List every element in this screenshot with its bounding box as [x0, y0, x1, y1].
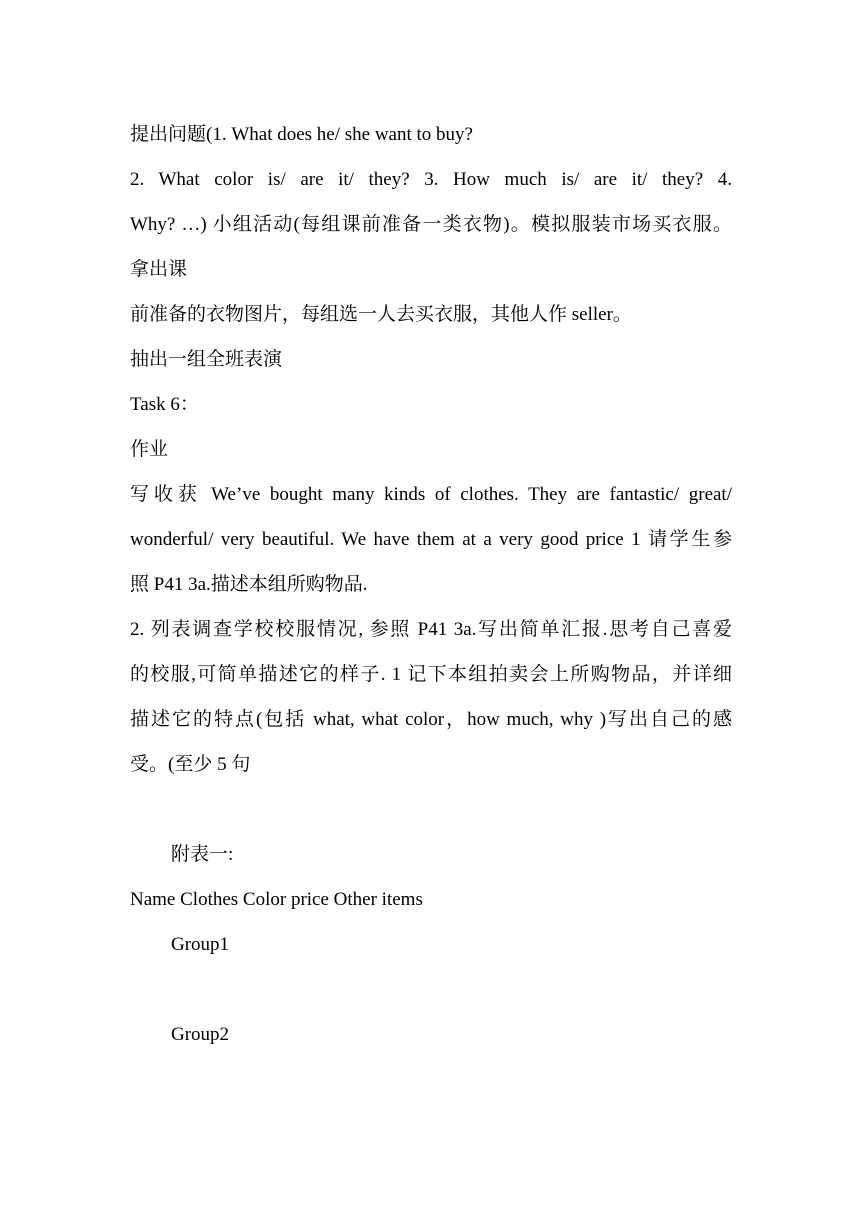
- line-take-out: 拿出课: [130, 259, 188, 280]
- line-at-least-5: 受。(至少 5 句: [130, 754, 251, 775]
- line-appendix-title: 附表一:: [171, 844, 234, 865]
- line-questions-intro: 提出问题(1. What does he/ she want to buy?: [130, 124, 473, 145]
- line-uniform-describe: 的校服,可简单描述它的样子. 1 记下本组拍卖会上所购物品，并详细: [130, 664, 732, 685]
- line-prepare-pictures: 前准备的衣物图片，每组选一人去买衣服，其他人作 seller。: [130, 304, 632, 325]
- line-write-harvest: 写收获 We’ve bought many kinds of clothes. They are fantastic/ great/: [130, 484, 732, 505]
- spacer: [130, 787, 732, 832]
- line-features: 描述它的特点(包括 what, what color，how much, why )写出自己的感: [130, 709, 732, 730]
- line-homework: 作业: [130, 439, 169, 460]
- line-task-6: Task 6：: [130, 394, 199, 415]
- line-group2: Group2: [171, 1024, 230, 1045]
- line-table-header: Name Clothes Color price Other items: [130, 889, 423, 910]
- line-wonderful: wonderful/ very beautiful. We have them at a very good price 1 请学生参: [130, 529, 732, 550]
- line-describe-items: 照 P41 3a.描述本组所购物品.: [130, 574, 368, 595]
- line-group-activity: Why? …) 小组活动(每组课前准备一类衣物)。模拟服装市场买衣服。: [130, 214, 732, 235]
- line-questions-2-4: 2. What color is/ are it/ they? 3. How much is/ are it/ they? 4.: [130, 169, 732, 190]
- line-perform: 抽出一组全班表演: [130, 349, 283, 370]
- line-group1: Group1: [171, 934, 230, 955]
- document-page: [130, 112, 732, 1057]
- spacer: [130, 967, 732, 1012]
- line-survey-uniform: 2. 列表调查学校校服情况, 参照 P41 3a.写出简单汇报.思考自己喜爱: [130, 619, 732, 640]
